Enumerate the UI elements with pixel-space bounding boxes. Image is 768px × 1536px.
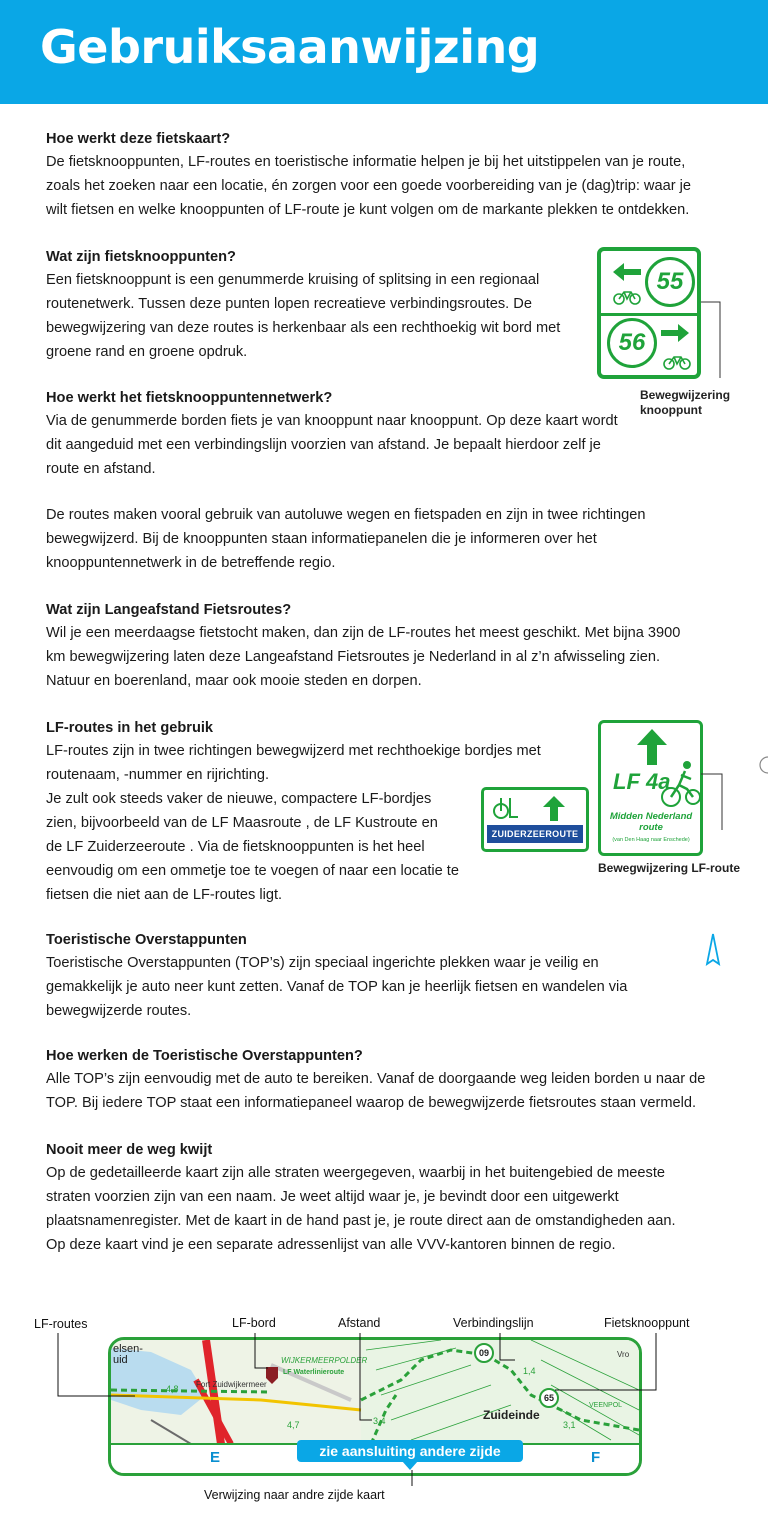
page-header: [0, 0, 768, 104]
text-line: Een fietsknooppunt is een genummerde kruising of splitsing in een regionaal: [46, 272, 540, 288]
text-line: Op deze kaart vind je een separate adressenlijst van alle VVV-kantoren binnen de regio.: [46, 1237, 616, 1253]
map-place-elsen: elsen-: [113, 1343, 143, 1355]
node-number-55: 55: [645, 257, 695, 307]
section-top-werking: [46, 1045, 705, 1115]
map-distance: 4,8: [166, 1384, 179, 1394]
lf-bicycle-logo-icon: [492, 795, 522, 821]
lf-pointer-line: [700, 772, 726, 832]
text-line: Toeristische Overstappunten (TOP’s) zijn speciaal ingerichte plekken waar je veilig en: [46, 955, 599, 971]
knooppunt-sign: [597, 247, 701, 379]
grid-letter-f: F: [591, 1449, 601, 1466]
text-line: De routes maken vooral gebruik van autoluwe wegen en fietspaden en zijn in twee richtingen: [46, 507, 646, 523]
section-netwerk: [46, 387, 618, 481]
label-fietsknooppunt: Fietsknooppunt: [604, 1316, 690, 1330]
text-line: zien, bijvoorbeeld van de LF Maasroute , de LF Kustroute en: [46, 815, 438, 831]
text-line: Via de genummerde borden fiets je van knooppunt naar knooppunt. Op deze kaart wordt: [46, 413, 618, 429]
map-fort: Fort Zuidwijkermeer: [196, 1380, 267, 1389]
section-heading: Hoe werken de Toeristische Overstappunten?: [46, 1048, 363, 1064]
caption-line: Bewegwijzering: [640, 388, 731, 402]
text-line: Natuur en boerenland, maar ook mooie steden en dorpen.: [46, 673, 422, 689]
grid-letter-e: E: [210, 1449, 221, 1466]
text-line: fietsen die niet aan de LF-routes ligt.: [46, 887, 283, 903]
section-lf-gebruik: [46, 717, 541, 907]
lf-route-name: [605, 811, 697, 833]
arrow-up-icon: [540, 794, 568, 822]
aansluiting-banner: zie aansluiting andere zijde: [297, 1440, 523, 1462]
text-line: gemakkelijk je auto neer kunt zetten. Vanaf de TOP kan je heerlijk fietsen en wandelen via: [46, 979, 628, 995]
label-lf-bord: LF-bord: [232, 1316, 276, 1330]
map-poldername: WIJKERMEERPOLDER: [281, 1356, 368, 1365]
lf-route-subtitle: (van Den Haag naar Enschede): [612, 837, 690, 843]
text-line: route en afstand.: [46, 461, 156, 477]
text-line: Alle TOP’s zijn eenvoudig met de auto te bereiken. Vanaf de doorgaande weg leiden borden u naar de: [46, 1071, 706, 1087]
text-line: straten voorzien zijn van een naam. Je weet altijd waar je, je bevindt door een uitgewerkt: [46, 1189, 619, 1205]
legend-leader-lines: [0, 1300, 768, 1500]
section-heading: Nooit meer de weg kwijt: [46, 1142, 213, 1158]
page-title: Gebruiksaanwijzing: [40, 20, 540, 74]
text-line: LF-routes zijn in twee richtingen bewegwijzerd met rechthoekige bordjes met: [46, 743, 541, 759]
map-vro: Vro: [617, 1350, 630, 1359]
map-node-number: 09: [478, 1348, 489, 1358]
text-line: routenaam, -nummer en rijrichting.: [46, 767, 270, 783]
map-place-uid: uid: [113, 1354, 128, 1366]
knooppunt-pointer-line: [700, 300, 724, 380]
sign-bottom-half: [601, 316, 697, 378]
text-line: Je zult ook steeds vaker de nieuwe, compactere LF-bordjes: [46, 791, 432, 807]
edge-circle-mark-icon: [758, 755, 768, 775]
caption-line: knooppunt: [640, 403, 702, 417]
section-top: [46, 929, 627, 1023]
section-fietsknooppunten: [46, 246, 560, 364]
map-veenpol: VEENPOL: [589, 1402, 623, 1409]
text-line: zoals het zoeken naar een locatie, én zorgen voor een goede voorbereiding van je (dag)trip: waar je: [46, 178, 691, 194]
label-afstand: Afstand: [338, 1316, 381, 1330]
text-line: plaatsnamenregister. Met de kaart in de hand past je, je route direct aan de omstandigheden aan.: [46, 1213, 676, 1229]
map-distance: 4,7: [287, 1420, 300, 1430]
lf-name-line: route: [639, 822, 663, 833]
zz-route-band: ZUIDERZEEROUTE: [487, 825, 583, 843]
text-line: De fietsknooppunten, LF-routes en toeristische informatie helpen je bij het uitstippelen van je route,: [46, 154, 686, 170]
lf-route-sign: [598, 720, 703, 856]
section-heading: Toeristische Overstappunten: [46, 932, 247, 948]
text-line: de LF Zuiderzeeroute . Via de fietsknooppunten is het heel: [46, 839, 425, 855]
map-distance: 3,4: [373, 1416, 386, 1426]
section-heading: Hoe werkt deze fietskaart?: [46, 131, 231, 147]
sign-top-half: [601, 251, 697, 316]
label-lf-routes: LF-routes: [34, 1317, 88, 1331]
lf-zuiderzeeroute-sign: [481, 787, 589, 852]
label-verwijzing: Verwijzing naar andre zijde kaart: [204, 1488, 385, 1502]
map-distance: 1,4: [523, 1366, 536, 1376]
section-lf: [46, 599, 680, 693]
cyclist-icon: [661, 759, 701, 809]
text-line: groene rand en groene opdruk.: [46, 344, 248, 360]
label-verbindingslijn: Verbindingslijn: [453, 1316, 534, 1330]
text-line: Op de gedetailleerde kaart zijn alle straten weergegeven, waarbij in het buitengebied de meeste: [46, 1165, 666, 1181]
text-line: km bewegwijzering laten deze Langeafstand Fietsroutes je Nederland in al z’n afwisseling zien.: [46, 649, 661, 665]
text-line: bewegwijzerde routes.: [46, 1003, 192, 1019]
section-heading: LF-routes in het gebruik: [46, 720, 214, 736]
section-heading: Hoe werkt het fietsknooppuntennetwerk?: [46, 390, 333, 406]
text-line: bewegwijzering van deze routes is herkenbaar als een rechthoekig wit bord met: [46, 320, 561, 336]
section-routes: [46, 503, 646, 575]
north-arrow-icon: [704, 932, 722, 966]
text-line: TOP. Bij iedere TOP staat een informatiepaneel waarop de bewegwijzerde fietsroutes staan vermeld.: [46, 1095, 697, 1111]
map-route-name: LF Waterlinieroute: [283, 1369, 345, 1376]
section-weg-kwijt: [46, 1139, 676, 1257]
text-line: dit aangeduid met een verbindingslijn voorzien van afstand. Je bepaalt hierdoor zelf je: [46, 437, 601, 453]
arrow-left-icon: [611, 261, 643, 283]
node-number-56: 56: [607, 318, 657, 368]
knooppunt-caption: [640, 388, 730, 418]
map-node-number: 65: [543, 1393, 554, 1403]
lf-name-line: Midden Nederland: [609, 811, 693, 822]
section-heading: Wat zijn fietsknooppunten?: [46, 249, 236, 265]
section-fietskaart: [46, 128, 691, 222]
section-heading: Wat zijn Langeafstand Fietsroutes?: [46, 602, 292, 618]
bicycle-icon: [613, 289, 641, 305]
map-distance: 3,1: [563, 1420, 576, 1430]
text-line: bewegwijzerd. Bij de knooppunten staan informatiepanelen die je informeren over het: [46, 531, 597, 547]
bicycle-icon: [663, 354, 691, 370]
text-line: routenetwerk. Tussen deze punten lopen recreatieve verbindingsroutes. De: [46, 296, 532, 312]
map-place-zuideinde: Zuideinde: [483, 1408, 540, 1422]
text-line: eenvoudig om een ommetje toe te voegen of naar een locatie te: [46, 863, 459, 879]
text-line: wilt fietsen en welke knooppunten of LF-route je kunt volgen om de markante plekken te ontdekken.: [46, 202, 690, 218]
lf-route-code: LF 4a: [613, 769, 671, 794]
text-line: knooppuntennetwerk in de betreffende regio.: [46, 555, 336, 571]
lf-caption: Bewegwijzering LF-route: [598, 861, 741, 875]
text-line: Wil je een meerdaagse fietstocht maken, dan zijn de LF-routes het meest geschikt. Met bijna 3900: [46, 625, 681, 641]
arrow-right-icon: [659, 322, 691, 344]
